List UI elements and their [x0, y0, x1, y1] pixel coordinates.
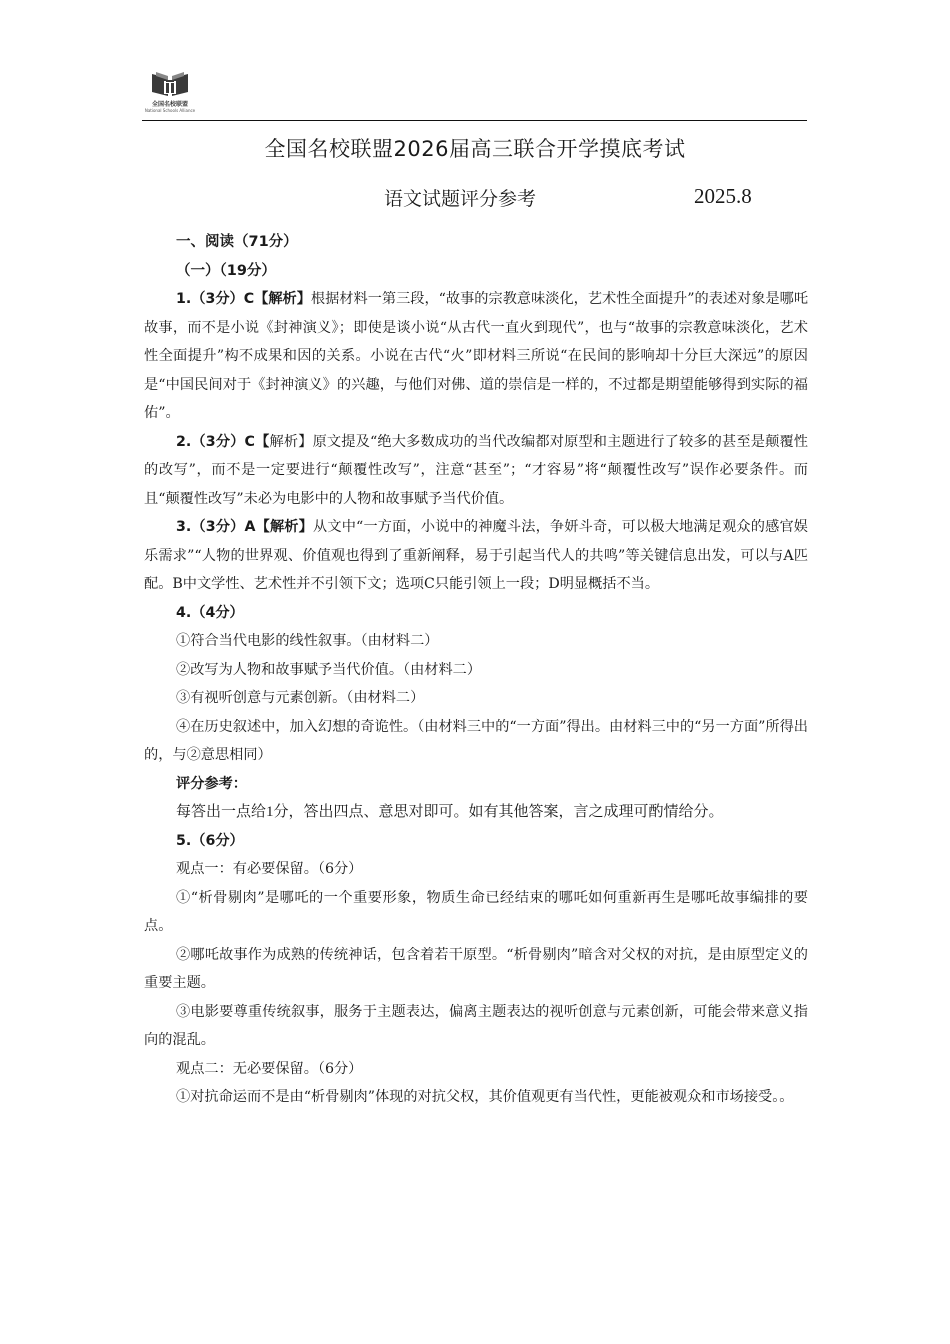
question-1 — [144, 285, 808, 428]
answer-key-body — [144, 228, 808, 1112]
question-5-label: 5.（6分） — [176, 832, 244, 849]
question-1-text: 根据材料一第三段，“故事的宗教意味淡化，艺术性全面提升”的表述对象是哪吒故事，而不是小说《封神演义》；即使是谈小说“从古代一直火到现代”，也与“故事的宗教意味淡化，艺术性全面提升”构不成果和因的关系。小说在古代“火”即材料三所说“在民间的影响却十分巨大深远”的原因是“中国民间对于《封神演义》的兴趣，与他们对佛、道的崇信是一样的，不过都是期望能够得到实际的福佑”。 — [144, 291, 809, 421]
question-3-label: 3.（3分）A【解析】 — [176, 519, 313, 535]
subsection-heading: （一）（19分） — [176, 262, 276, 279]
question-5-view-1-point: ②哪吒故事作为成熟的传统神话，包含着若干原型。“析骨剔肉”暗含对父权的对抗，是由原型定义的重要主题。 — [144, 946, 808, 991]
question-5-view-2: 观点二：无必要保留。（6分） — [176, 1060, 363, 1077]
school-alliance-logo — [140, 68, 200, 120]
question-3 — [144, 513, 808, 599]
section-heading: 一、阅读（71分） — [176, 234, 298, 250]
question-2-text: 原文提及“绝大多数成功的当代改编都对原型和主题进行了较多的甚至是颠覆性的改写”，而不是一定要进行“颠覆性改写”，注意“甚至”；“才容易”将“颠覆性改写”误作必要条件。而且“颠覆性改写”未必为电影中的人物和故事赋予当代价值。 — [144, 433, 808, 507]
question-4-point: ④在历史叙述中，加入幻想的奇诡性。（由材料三中的“一方面”得出。由材料三中的“另一方面”所得出的，与②意思相同） — [144, 718, 808, 763]
question-3-text: 从文中“一方面，小说中的神魔斗法，争妍斗奇，可以极大地满足观众的感官娱乐需求”“人物的世界观、价值观也得到了重新阐释，易于引起当代人的共鸣”等关键信息出发，可以与A匹配。B中文学性、艺术性并不引领下文；选项C只能引领上一段；D明显概括不当。 — [144, 519, 808, 592]
question-5-view-1: 观点一：有必要保留。（6分） — [176, 861, 363, 877]
question-1-label: 1.（3分）C【解析】 — [176, 291, 311, 307]
question-4-point: ②改写为人物和故事赋予当代价值。（由材料二） — [176, 661, 482, 678]
question-2-label: 2.（3分）C【 — [176, 433, 270, 450]
question-4-point: ③有视听创意与元素创新。（由材料二） — [176, 690, 425, 706]
question-2-label-suffix: 解析】 — [269, 433, 313, 450]
document-title: 全国名校联盟2026届高三联合开学摸底考试 — [264, 137, 686, 161]
question-5-view-1-point: ③电影要尊重传统叙事，服务于主题表达，偏离主题表达的视听创意与元素创新，可能会带来意义指向的混乱。 — [144, 1003, 808, 1048]
question-5-view-2-point: ①对抗命运而不是由“析骨剔肉”体现的对抗父权，其价值观更有当代性，更能被观众和市场接受。。 — [176, 1089, 794, 1105]
scoring-reference-label: 评分参考： — [176, 775, 247, 792]
scoring-reference-text: 每答出一点给1分，答出四点、意思对即可。如有其他答案，言之成理可酌情给分。 — [176, 804, 724, 820]
question-5-view-1-point: ①“析骨剔肉”是哪吒的一个重要形象，物质生命已经结束的哪吒如何重新再生是哪吒故事编排的要点。 — [144, 889, 808, 934]
question-4-point: ①符合当代电影的线性叙事。（由材料二） — [176, 633, 439, 649]
book-logo-icon — [150, 68, 190, 98]
logo-subtitle: National Schools Alliance — [144, 108, 196, 113]
logo-name: 全国名校联盟 — [151, 101, 188, 108]
document-subtitle: 语文试题评分参考 — [384, 188, 537, 210]
question-2 — [144, 428, 808, 514]
question-4-label: 4.（4分） — [176, 604, 244, 621]
header-divider — [142, 120, 807, 121]
document-date: 2025.8 — [694, 184, 752, 208]
